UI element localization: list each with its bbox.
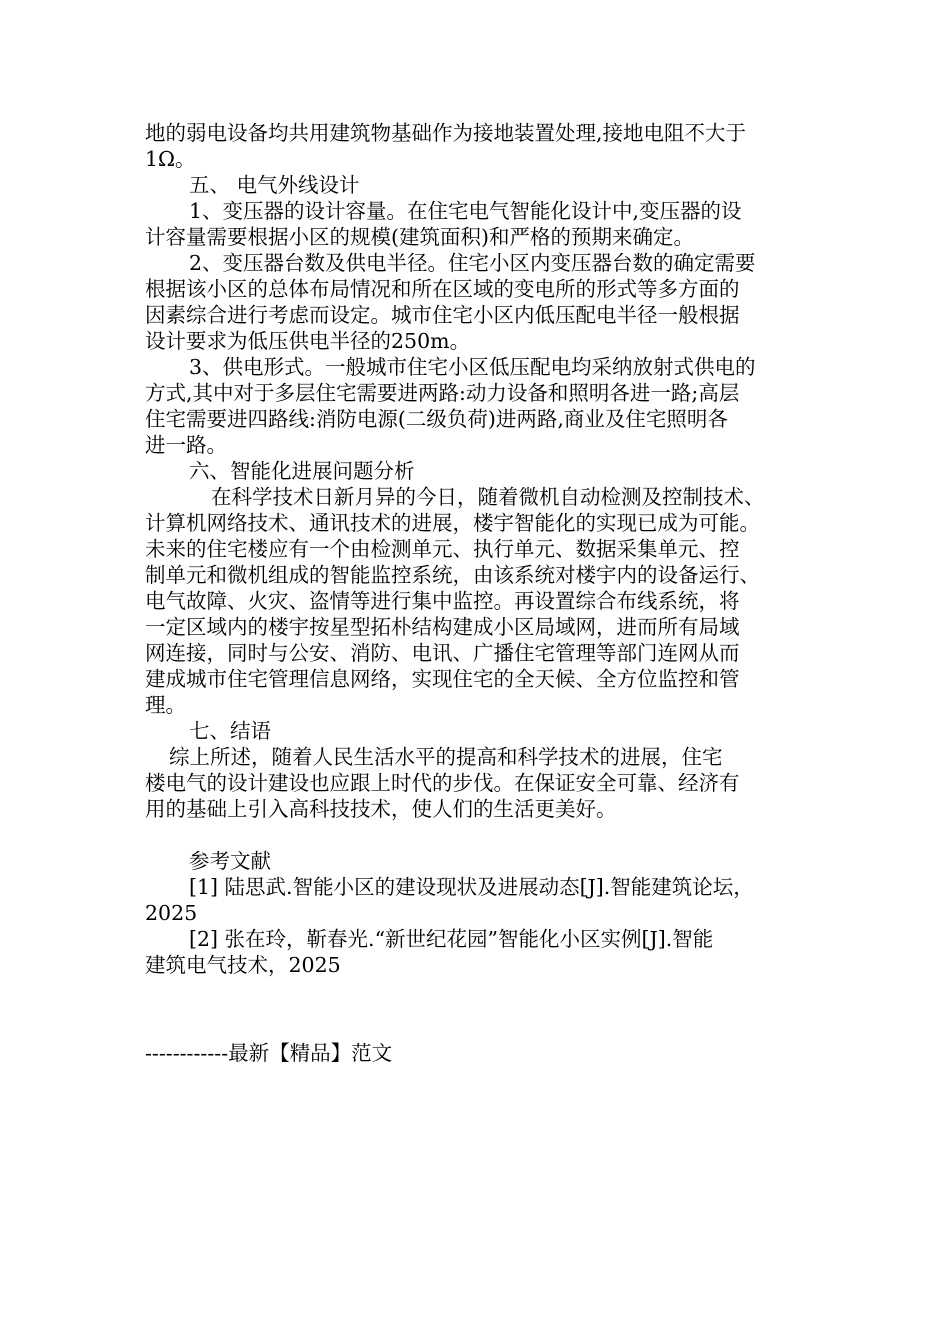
text-line: 一定区域内的楼宇按星型拓朴结构建成小区局域网，进而所有局域 [145, 615, 740, 639]
document-body [145, 120, 810, 1066]
text-line: 网连接，同时与公安、消防、电讯、广播住宅管理等部门连网从而 [145, 641, 740, 665]
section-heading: 五、 电气外线设计 [189, 173, 360, 197]
text-line: 因素综合进行考虑而设定。城市住宅小区内低压配电半径一般根据 [145, 303, 740, 327]
text-line: 电气故障、火灾、盗情等进行集中监控。再设置综合布线系统，将 [145, 589, 740, 613]
reference-item: [2] 张在玲，靳春光.“新世纪花园”智能化小区实例[J].智能 [189, 927, 714, 951]
text-line: 未来的住宅楼应有一个由检测单元、执行单元、数据采集单元、控 [145, 537, 740, 561]
text-line: 在科学技术日新月异的今日，随着微机自动检测及控制技术、 [211, 485, 765, 509]
section-heading: 六、智能化进展问题分析 [189, 459, 415, 483]
blank-line [145, 822, 810, 848]
text-line: 计容量需要根据小区的规模(建筑面积)和严格的预期来确定。 [145, 225, 694, 249]
text-line: 3、供电形式。一般城市住宅小区低压配电均采纳放射式供电的 [189, 355, 756, 379]
text-line: 1Ω。 [145, 147, 196, 171]
reference-item: [1] 陆思武.智能小区的建设现状及进展动态[J].智能建筑论坛， [189, 875, 754, 899]
blank-line [145, 1014, 810, 1040]
reference-item: 建筑电气技术，2025 [145, 953, 341, 977]
text-line: 2、变压器台数及供电半径。住宅小区内变压器台数的确定需要 [189, 251, 756, 275]
text-line: 综上所述，随着人民生活水平的提高和科学技术的进展，住宅 [169, 745, 723, 769]
text-line: 计算机网络技术、通讯技术的进展，楼宇智能化的实现已成为可能。 [145, 511, 760, 535]
text-line: 地的弱电设备均共用建筑物基础作为接地装置处理,接地电阻不大于 [145, 121, 747, 145]
blank-line [145, 978, 810, 1014]
text-line: 制单元和微机组成的智能监控系统，由该系统对楼宇内的设备运行、 [145, 563, 760, 587]
text-line: 建成城市住宅管理信息网络，实现住宅的全天候、全方位监控和管 [145, 667, 740, 691]
text-line: 用的基础上引入高科技技术，使人们的生活更美好。 [145, 797, 617, 821]
section-heading: 七、结语 [189, 719, 271, 743]
text-line: 设计要求为低压供电半径的250m。 [145, 329, 471, 353]
text-line: 1、变压器的设计容量。在住宅电气智能化设计中,变压器的设 [189, 199, 742, 223]
reference-item: 2025 [145, 901, 198, 925]
text-line: 进一路。 [145, 433, 227, 457]
text-line: 方式,其中对于多层住宅需要进两路:动力设备和照明各进一路;高层 [145, 381, 740, 405]
footer-text: ------------最新【精品】范文 [145, 1041, 393, 1065]
references-heading: 参考文献 [189, 849, 271, 873]
text-line: 根据该小区的总体布局情况和所在区域的变电所的形式等多方面的 [145, 277, 740, 301]
text-line: 住宅需要进四路线:消防电源(二级负荷)进两路,商业及住宅照明各 [145, 407, 728, 431]
text-line: 楼电气的设计建设也应跟上时代的步伐。在保证安全可靠、经济有 [145, 771, 740, 795]
text-line: 理。 [145, 693, 186, 717]
